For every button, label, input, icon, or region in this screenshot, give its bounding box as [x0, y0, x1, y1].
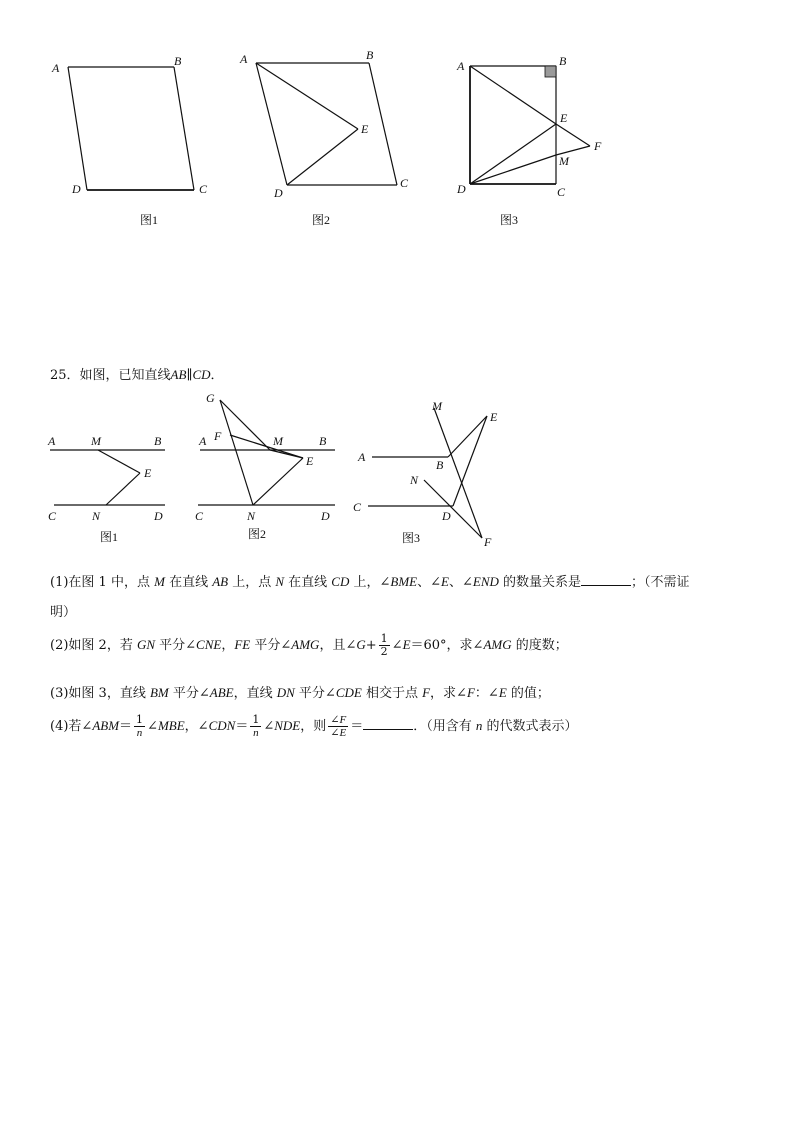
- fraction-one-half: [379, 633, 390, 658]
- segment-fe: [230, 435, 303, 458]
- q2-text: ，且∠: [319, 638, 357, 653]
- segment-da: [256, 63, 287, 185]
- caption-fig3: 图3: [500, 213, 519, 227]
- label-b: B: [559, 54, 567, 68]
- q2-text: ＝60°，求∠: [410, 638, 484, 653]
- q3-text: 相交于点: [361, 686, 423, 701]
- label-d: D: [72, 182, 81, 196]
- segment-ae: [470, 66, 556, 124]
- label-e: E: [361, 122, 369, 136]
- q1-text: 上，∠: [349, 575, 391, 590]
- title-ab: AB: [170, 367, 187, 382]
- segment-dm: [470, 155, 556, 184]
- right-angle-mark: [545, 66, 556, 77]
- label-a: A: [199, 434, 207, 448]
- fraction-denominator: n: [136, 727, 143, 739]
- label-a: A: [52, 61, 60, 75]
- label-d: D: [442, 509, 451, 523]
- caption-fig1: 图1: [140, 213, 159, 227]
- segment-me: [270, 450, 303, 458]
- q2-text: 平分∠: [155, 638, 197, 653]
- q1-var: AB: [212, 574, 229, 589]
- q3-text: ：∠: [474, 686, 499, 701]
- q3-text: (3)如图 3，直线: [50, 686, 150, 701]
- q3-var: E: [498, 685, 507, 700]
- label-b: B: [319, 434, 327, 448]
- q4-var: NDE: [274, 718, 301, 733]
- segment-bc: [174, 67, 194, 190]
- fraction-numerator: 1: [380, 632, 388, 645]
- title-cd: CD: [192, 367, 211, 382]
- q1-text: 在直线: [164, 575, 213, 590]
- q4-text: ∠: [147, 719, 158, 734]
- q1-text: 、∠: [448, 575, 473, 590]
- q3-var: F: [422, 685, 431, 700]
- q2-var: E: [402, 637, 411, 652]
- q2-var: CNE: [196, 637, 222, 652]
- segment-be: [448, 416, 487, 457]
- q2-var: FE: [234, 637, 251, 652]
- fraction-angle-f-over-angle-e: [328, 714, 348, 739]
- q2-text: +: [365, 638, 377, 653]
- q4-text: ∠: [263, 719, 275, 734]
- q2-var: GN: [136, 637, 156, 652]
- segment-ne: [253, 458, 303, 505]
- segment-de: [470, 124, 556, 184]
- q1-var: N: [275, 574, 285, 589]
- caption-p25-fig3: 图3: [402, 531, 421, 545]
- title-text: 25．如图，已知直线: [50, 368, 171, 383]
- fraction-denominator: ∠E: [330, 727, 347, 739]
- line-nf: [424, 480, 482, 538]
- q4-text: ，∠: [184, 719, 209, 734]
- q3-var: F: [466, 685, 475, 700]
- problem-25-title: [50, 364, 224, 383]
- p25-figure-2: [190, 388, 340, 548]
- label-d: D: [274, 186, 283, 200]
- label-d: D: [457, 182, 466, 196]
- segment-ef: [556, 124, 590, 146]
- q1-text: 、∠: [417, 575, 442, 590]
- q2-var: AMG: [483, 637, 512, 652]
- segment-me: [98, 450, 140, 473]
- caption-p25-fig2: 图2: [248, 527, 267, 541]
- label-g: G: [206, 391, 215, 405]
- q3-text: 的值；: [506, 686, 550, 701]
- label-b: B: [436, 458, 444, 472]
- q3-var: DN: [276, 685, 295, 700]
- label-m: M: [273, 434, 283, 448]
- label-e: E: [490, 410, 498, 424]
- label-f: F: [214, 429, 222, 443]
- q2-var: AMG: [291, 637, 320, 652]
- q3-text: ，求∠: [430, 686, 467, 701]
- q4-text: ＝: [119, 719, 133, 734]
- label-e: E: [144, 466, 152, 480]
- fraction-denominator: 2: [380, 645, 388, 658]
- segment-de: [453, 416, 487, 506]
- q4-text: ＝: [235, 719, 249, 734]
- q1-var: END: [472, 574, 499, 589]
- label-f: F: [594, 139, 602, 153]
- q1-var: M: [154, 574, 165, 589]
- question-1: [50, 571, 690, 590]
- label-b: B: [174, 54, 182, 68]
- q1-var: CD: [331, 574, 350, 589]
- label-c: C: [400, 176, 409, 190]
- q1-text: 上，点: [228, 575, 276, 590]
- q4-var: CDN: [208, 718, 236, 733]
- label-m: M: [559, 154, 569, 168]
- fraction-one-over-n-2: [250, 714, 261, 739]
- label-n: N: [247, 509, 256, 523]
- label-e: E: [560, 111, 568, 125]
- q1-text: 在直线: [284, 575, 332, 590]
- q4-var: ABM: [92, 718, 120, 733]
- caption-fig2: 图2: [312, 213, 331, 227]
- q4-text: (4)若∠: [50, 719, 93, 734]
- fraction-numerator: 1: [252, 713, 260, 726]
- q1-text: ；（不需证: [631, 575, 690, 590]
- q4-var: MBE: [157, 718, 185, 733]
- top-figure-1: [40, 50, 220, 235]
- label-a: A: [240, 52, 248, 66]
- label-e: E: [306, 454, 314, 468]
- q3-var: BM: [149, 685, 169, 700]
- q1-var: E: [441, 574, 449, 589]
- fraction-denominator: n: [253, 727, 259, 739]
- label-d: D: [154, 509, 163, 523]
- label-b: B: [154, 434, 162, 448]
- q4-var: n: [475, 718, 483, 733]
- question-1-continued: [50, 601, 76, 620]
- answer-blank-q4[interactable]: [363, 717, 413, 730]
- label-n: N: [410, 473, 419, 487]
- q3-text: 平分∠: [168, 686, 210, 701]
- fraction-numerator: 1: [136, 713, 144, 726]
- q3-var: ABE: [209, 685, 234, 700]
- q1-var: BME: [390, 574, 418, 589]
- fraction-one-over-n-1: [134, 714, 145, 739]
- label-f: F: [484, 535, 492, 549]
- question-4: [50, 714, 577, 739]
- q2-text: 平分∠: [250, 638, 292, 653]
- segment-da: [68, 67, 87, 190]
- q4-text: ，则: [300, 719, 327, 734]
- p25-figure-1: [40, 425, 175, 550]
- q2-text: ∠: [391, 638, 403, 653]
- q4-text: ．（用含有: [413, 719, 476, 734]
- caption-p25-fig1: 图1: [100, 530, 119, 544]
- fraction-numerator: ∠F: [330, 714, 347, 726]
- label-b: B: [366, 48, 374, 62]
- q2-text: 的度数；: [511, 638, 568, 653]
- label-a: A: [358, 450, 366, 464]
- label-c: C: [353, 500, 362, 514]
- segment-ae: [256, 63, 358, 129]
- title-parallel: ∥: [186, 368, 193, 383]
- top-figure-3: [445, 48, 620, 233]
- label-c: C: [195, 509, 204, 523]
- question-3: [50, 682, 550, 701]
- q1-continuation: 明）: [50, 605, 77, 620]
- top-figure-2: [230, 45, 420, 235]
- q3-text: 平分∠: [294, 686, 336, 701]
- label-m: M: [432, 399, 442, 413]
- label-c: C: [48, 509, 57, 523]
- q2-text: ，: [221, 638, 235, 653]
- segment-bc: [369, 63, 397, 185]
- q4-text: ＝: [350, 719, 364, 734]
- label-n: N: [92, 509, 101, 523]
- segment-ne: [106, 473, 140, 505]
- question-2: [50, 633, 568, 658]
- q1-text: (1)在图 1 中，点: [50, 575, 155, 590]
- q3-var: CDE: [335, 685, 362, 700]
- q3-text: ，直线: [233, 686, 277, 701]
- q1-text: 的数量关系是: [498, 575, 582, 590]
- q2-var: G: [356, 637, 366, 652]
- p25-figure-3: [350, 398, 510, 553]
- label-m: M: [91, 434, 101, 448]
- label-c: C: [199, 182, 208, 196]
- label-c: C: [557, 185, 566, 199]
- q4-text: 的代数式表示）: [482, 719, 578, 734]
- answer-blank-q1[interactable]: [581, 573, 631, 586]
- label-a: A: [457, 59, 465, 73]
- title-end: ．: [210, 368, 224, 383]
- label-a: A: [48, 434, 56, 448]
- label-d: D: [321, 509, 330, 523]
- segment-de: [287, 129, 358, 185]
- q2-text: (2)如图 2，若: [50, 638, 137, 653]
